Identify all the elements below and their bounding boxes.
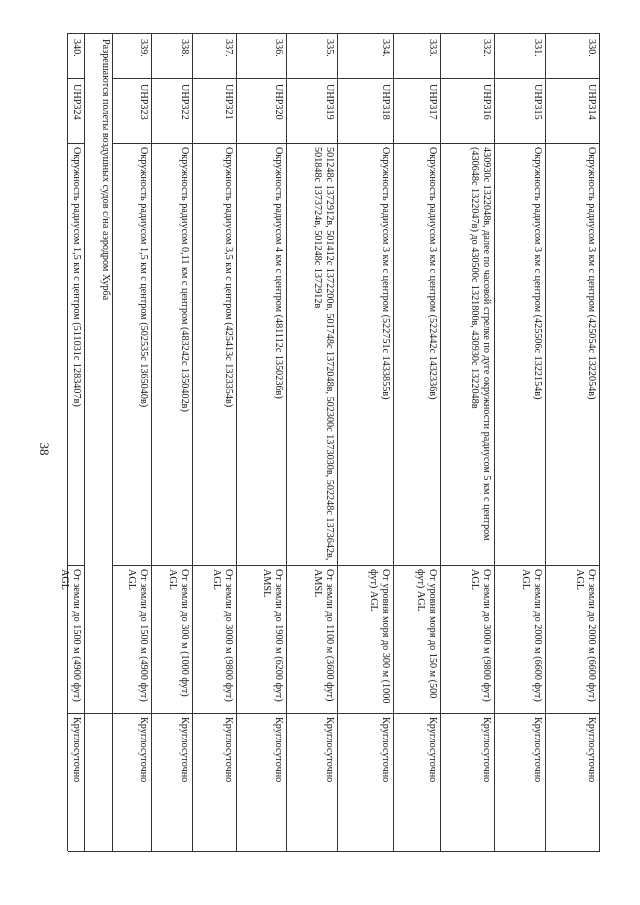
cell-code: UHP314	[586, 84, 597, 120]
cell-alt: От земли до 1100 м (3600 фут) AMSL	[312, 569, 335, 702]
cell-time: Круглосуточно	[71, 717, 82, 783]
cell-code: UHP321	[223, 84, 234, 120]
cell-time: Круглосуточно	[532, 717, 543, 783]
cell-desc: Окружность радиусом 0,11 км с центром (483242с 1350402в)	[179, 147, 190, 412]
cell-alt: От земли до 1500 м (4900 фут) AGL	[59, 569, 82, 702]
cell-alt: От земли до 2000 м (6600 фут) AGL	[574, 569, 597, 702]
cell-alt: От уровня моря до 150 м (500 фут) AGL	[415, 569, 438, 699]
page-number: 38	[37, 442, 52, 456]
cell-code: UHP322	[179, 84, 190, 120]
cell-alt: От земли до 2000 м (6600 фут) AGL	[520, 569, 543, 702]
cell-desc: Окружность радиусом 4 км с центром (481112с 1350236в)	[273, 147, 284, 399]
cell-num: 330.	[586, 39, 597, 57]
cell-time: Круглосуточно	[481, 717, 492, 783]
cell-num: 339.	[138, 39, 149, 57]
cell-num: 340.	[71, 39, 82, 57]
cell-code: UHP317	[427, 84, 438, 120]
cell-code: UHP318	[380, 84, 391, 120]
cell-desc: 430930с 1322048в, далее по часовой стрелке по дуге окружности радиусом 5 км с центром (430648с 1322047в) до 430500с 1321800в, 430930с 1322048в	[469, 147, 492, 541]
cell-num: 331.	[532, 39, 543, 57]
note-row: Разрешаются полеты воздушных судов с/на аэродром Хурба	[100, 39, 111, 301]
table-column-line	[68, 851, 600, 852]
airspace-table	[59, 33, 600, 851]
cell-time: Круглосуточно	[380, 717, 391, 783]
cell-desc: 501248с 1372912в, 501412с 1372200в, 501748с 1372048в, 502300с 1373030в, 502248с 1373642в, 501848с 1373724в, 501248с 1372912в	[312, 147, 335, 561]
cell-num: 335.	[324, 39, 335, 57]
cell-desc: Окружность радиусом 3 км с центром (522751с 1433855в)	[380, 147, 391, 400]
cell-num: 338.	[179, 39, 190, 57]
cell-alt: От земли до 3000 м (9800 фут) AGL	[469, 569, 492, 702]
cell-alt: От земли до 3000 м (9800 фут) AGL	[211, 569, 234, 702]
cell-time: Круглосуточно	[223, 717, 234, 783]
cell-num: 332.	[481, 39, 492, 57]
cell-time: Круглосуточно	[427, 717, 438, 783]
cell-alt: От уровня моря до 300 м (1000 фут) AGL	[368, 569, 391, 704]
cell-desc: Окружность радиусом 3 км с центром (425054с 1322054в)	[586, 147, 597, 400]
cell-time: Круглосуточно	[324, 717, 335, 783]
cell-code: UHP315	[532, 84, 543, 120]
cell-desc: Окружность радиусом 1,5 км с центром (511031с 1283407в)	[71, 147, 82, 407]
cell-code: UHP316	[481, 84, 492, 120]
cell-num: 337.	[223, 39, 234, 57]
cell-num: 336.	[273, 39, 284, 57]
rotated-page-content	[59, 33, 600, 851]
cell-time: Круглосуточно	[586, 717, 597, 783]
cell-code: UHP320	[273, 84, 284, 120]
cell-desc: Окружность радиусом 3 км с центром (425506с 1322154в)	[532, 147, 543, 400]
cell-alt: От земли до 300 м (1000 фут) AGL	[167, 569, 190, 697]
cell-num: 333.	[427, 39, 438, 57]
cell-time: Круглосуточно	[273, 717, 284, 783]
cell-code: UHP319	[324, 84, 335, 120]
cell-num: 334.	[380, 39, 391, 57]
cell-desc: Окружность радиусом 3 км с центром (522442с 1432336в)	[427, 147, 438, 400]
cell-code: UHP323	[138, 84, 149, 120]
cell-alt: От земли до 1900 м (6200 фут) AMSL	[261, 569, 284, 702]
cell-time: Круглосуточно	[138, 717, 149, 783]
cell-alt: От земли до 1500 м (4900 фут) AGL	[126, 569, 149, 702]
cell-desc: Окружность радиусом 1,5 км с центром (502535с 1365040в)	[138, 147, 149, 408]
cell-code: UHP324	[71, 84, 82, 120]
cell-time: Круглосуточно	[179, 717, 190, 783]
cell-desc: Окружность радиусом 3,5 км с центром (425413с 1323354в)	[223, 147, 234, 408]
table-column-line	[85, 713, 113, 714]
